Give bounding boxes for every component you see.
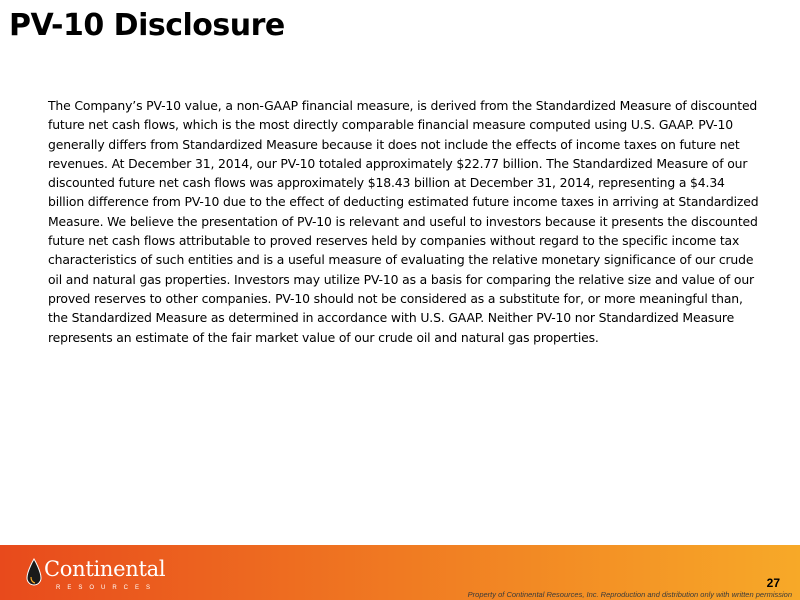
logo-subtext: RESOURCES (56, 585, 158, 591)
disclosure-paragraph: The Company’s PV-10 value, a non-GAAP financial measure, is derived from the Standardized Measure of discounted future net cash flows, which is the most directly comparable financial measure computed using U.S. GAAP. PV-10 generally differs from Standardized Measure because it does not include the effects of income taxes on future net revenues. At December 31, 2014, our PV-10 totaled approximately $22.77 billion. The Standardized Measure of our discounted future net cash flows was approximately $18.43 billion at December 31, 2014, representing a $4.34 billion difference from PV-10 due to the effect of deducting estimated future income taxes in arriving at Standardized Measure. We believe the presentation of PV-10 is relevant and useful to investors because it presents the discounted future net cash flows attributable to proved reserves held by companies without regard to the specific income tax characteristics of such entities and is a useful measure of evaluating the relative monetary significance of our crude oil and natural gas properties. Investors may utilize PV-10 as a basis for comparing the relative size and value of our proved reserves to other companies. PV-10 should not be considered as a substitute for, or more meaningful than, the Standardized Measure as determined in accordance with U.S. GAAP. Neither PV-10 nor Standardized Measure represents an estimate of the fair market value of our crude oil and natural gas properties. (48, 98, 759, 345)
company-logo (22, 555, 192, 595)
copyright-disclaimer: Property of Continental Resources, Inc. Reproduction and distribution only with written permission (467, 590, 792, 599)
logo-wordmark: Continental (44, 557, 166, 581)
oil-drop-icon (26, 558, 42, 588)
page-number: 27 (766, 576, 780, 590)
slide-title: PV-10 Disclosure (9, 8, 285, 43)
